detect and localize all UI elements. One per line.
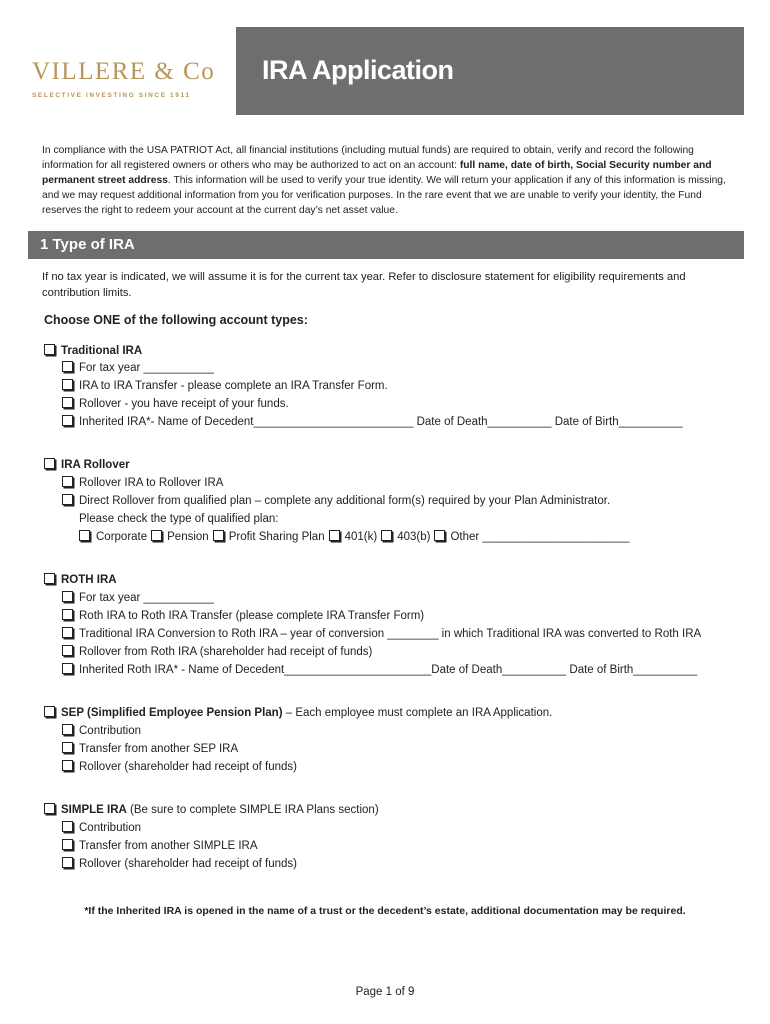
option-sep[interactable] xyxy=(44,706,552,720)
option-label: Inherited IRA*- Name of Decedent_________________________ Date of Death__________ Date of Birth__________ xyxy=(79,416,683,428)
title-bar xyxy=(236,27,744,115)
logo-tagline: SELECTIVE INVESTING SINCE 1911 xyxy=(32,92,191,99)
simple-transfer[interactable] xyxy=(62,839,258,853)
option-label: Roth IRA to Roth IRA Transfer (please complete IRA Transfer Form) xyxy=(79,610,425,622)
page-title: IRA Application xyxy=(262,55,454,85)
option-traditional-ira[interactable] xyxy=(44,344,142,358)
checkbox[interactable] xyxy=(62,857,73,868)
sep-contribution[interactable] xyxy=(62,724,141,738)
option-label: SEP (Simplified Employee Pension Plan) xyxy=(61,707,283,719)
checkbox[interactable] xyxy=(62,397,73,408)
simple-contribution[interactable] xyxy=(62,821,141,835)
checkbox[interactable] xyxy=(44,573,55,584)
checkbox[interactable] xyxy=(62,379,73,390)
plan-pension-label: Pension xyxy=(167,531,209,543)
company-logo xyxy=(32,58,232,99)
rollover-direct[interactable] xyxy=(62,494,610,508)
option-label: Transfer from another SEP IRA xyxy=(79,743,239,755)
plan-401k-label: 401(k) xyxy=(344,531,378,543)
checkbox[interactable] xyxy=(62,821,73,832)
option-description: (Be sure to complete SIMPLE IRA Plans section) xyxy=(126,804,379,816)
plan-type-options xyxy=(79,530,630,544)
option-label: Contribution xyxy=(79,725,142,737)
checkbox[interactable] xyxy=(44,344,55,355)
rollover-ira-to-ira[interactable] xyxy=(62,476,223,490)
option-label: IRA Rollover xyxy=(61,459,130,471)
simple-rollover[interactable] xyxy=(62,857,297,871)
intro-text-1: In compliance with the USA PATRIOT Act, all financial institutions (including mutual funds) are required to obtain, verify and record the following information for all registered owners or others who may be authorized to act on an account: xyxy=(42,145,694,171)
sep-rollover[interactable] xyxy=(62,760,297,774)
checkbox[interactable] xyxy=(62,476,73,487)
option-ira-rollover[interactable] xyxy=(44,458,130,472)
page-number: Page 1 of 9 xyxy=(355,986,415,998)
section-title: 1 Type of IRA xyxy=(40,236,135,253)
traditional-inherited[interactable] xyxy=(62,415,683,429)
plan-profit-sharing-label: Profit Sharing Plan xyxy=(228,531,325,543)
plan-403b-label: 403(b) xyxy=(397,531,431,543)
checkbox-pension[interactable] xyxy=(151,530,162,541)
roth-transfer[interactable] xyxy=(62,609,424,623)
intro-text-2: . This information will be used to verify your true identity. We will return your application if any of this information is missing, and we may request additional information from you for verification purposes. In the rare event that we are unable to verify your identity, the Fund reserves the right to redeem your account at the current day’s net asset value. xyxy=(42,175,726,216)
option-label: Inherited Roth IRA* - Name of Decedent_______________________Date of Death__________ Date of Birth__________ xyxy=(79,664,698,676)
tax-year-note: If no tax year is indicated, we will assume it is for the current tax year. Refer to disclosure statement for eligibility requirements and contribution limits. xyxy=(42,271,686,299)
traditional-transfer[interactable] xyxy=(62,379,388,393)
checkbox[interactable] xyxy=(62,760,73,771)
checkbox[interactable] xyxy=(62,361,73,372)
option-label: Transfer from another SIMPLE IRA xyxy=(79,840,258,852)
option-label: For tax year ___________ xyxy=(79,592,214,604)
roth-conversion[interactable] xyxy=(62,627,701,641)
checkbox[interactable] xyxy=(62,591,73,602)
option-label: Traditional IRA Conversion to Roth IRA – year of conversion ________ in which Traditional IRA was converted to Roth IRA xyxy=(79,628,702,640)
option-label: Traditional IRA xyxy=(61,345,143,357)
checkbox-401k[interactable] xyxy=(329,530,340,541)
roth-tax-year[interactable] xyxy=(62,591,214,605)
checkbox[interactable] xyxy=(62,742,73,753)
option-roth-ira[interactable] xyxy=(44,573,117,587)
checkbox[interactable] xyxy=(62,839,73,850)
option-label: IRA to IRA Transfer - please complete an IRA Transfer Form. xyxy=(79,380,388,392)
option-label: Rollover (shareholder had receipt of funds) xyxy=(79,761,297,773)
checkbox[interactable] xyxy=(62,663,73,674)
logo-name: VILLERE & Co xyxy=(32,58,216,85)
checkbox[interactable] xyxy=(62,627,73,638)
checkbox[interactable] xyxy=(62,415,73,426)
option-label: ROTH IRA xyxy=(61,574,117,586)
checkbox[interactable] xyxy=(44,458,55,469)
choose-heading: Choose ONE of the following account types: xyxy=(44,313,308,327)
option-simple-ira[interactable] xyxy=(44,803,379,817)
checkbox-profit-sharing[interactable] xyxy=(213,530,224,541)
checkbox[interactable] xyxy=(44,706,55,717)
checkbox[interactable] xyxy=(62,494,73,505)
option-label: For tax year ___________ xyxy=(79,362,214,374)
plan-other-label: Other _______________________ xyxy=(450,531,630,543)
roth-rollover[interactable] xyxy=(62,645,372,659)
option-label: Rollover from Roth IRA (shareholder had receipt of funds) xyxy=(79,646,373,658)
option-description: – Each employee must complete an IRA Application. xyxy=(282,707,553,719)
checkbox[interactable] xyxy=(62,609,73,620)
section-header xyxy=(28,231,744,259)
option-label: Rollover - you have receipt of your funds. xyxy=(79,398,289,410)
roth-inherited[interactable] xyxy=(62,663,697,677)
checkbox[interactable] xyxy=(44,803,55,814)
plan-type-prompt: Please check the type of qualified plan: xyxy=(79,513,279,525)
plan-corporate-label: Corporate xyxy=(96,531,148,543)
patriot-act-notice xyxy=(42,143,734,218)
traditional-tax-year[interactable] xyxy=(62,361,214,375)
checkbox[interactable] xyxy=(62,645,73,656)
checkbox-403b[interactable] xyxy=(381,530,392,541)
option-label: Direct Rollover from qualified plan – complete any additional form(s) required by your Plan Administrator. xyxy=(79,495,611,507)
option-label: SIMPLE IRA xyxy=(61,804,127,816)
checkbox-other[interactable] xyxy=(434,530,445,541)
option-label: Rollover (shareholder had receipt of funds) xyxy=(79,858,297,870)
intro-bold: full name, date of birth, Social Security number and permanent street address xyxy=(42,160,712,186)
traditional-rollover[interactable] xyxy=(62,397,289,411)
option-label: Rollover IRA to Rollover IRA xyxy=(79,477,224,489)
sep-transfer[interactable] xyxy=(62,742,238,756)
inherited-ira-footnote: *If the Inherited IRA is opened in the name of a trust or the decedent’s estate, additional documentation may be required. xyxy=(84,905,686,917)
option-label: Contribution xyxy=(79,822,142,834)
checkbox-corporate[interactable] xyxy=(79,530,90,541)
checkbox[interactable] xyxy=(62,724,73,735)
